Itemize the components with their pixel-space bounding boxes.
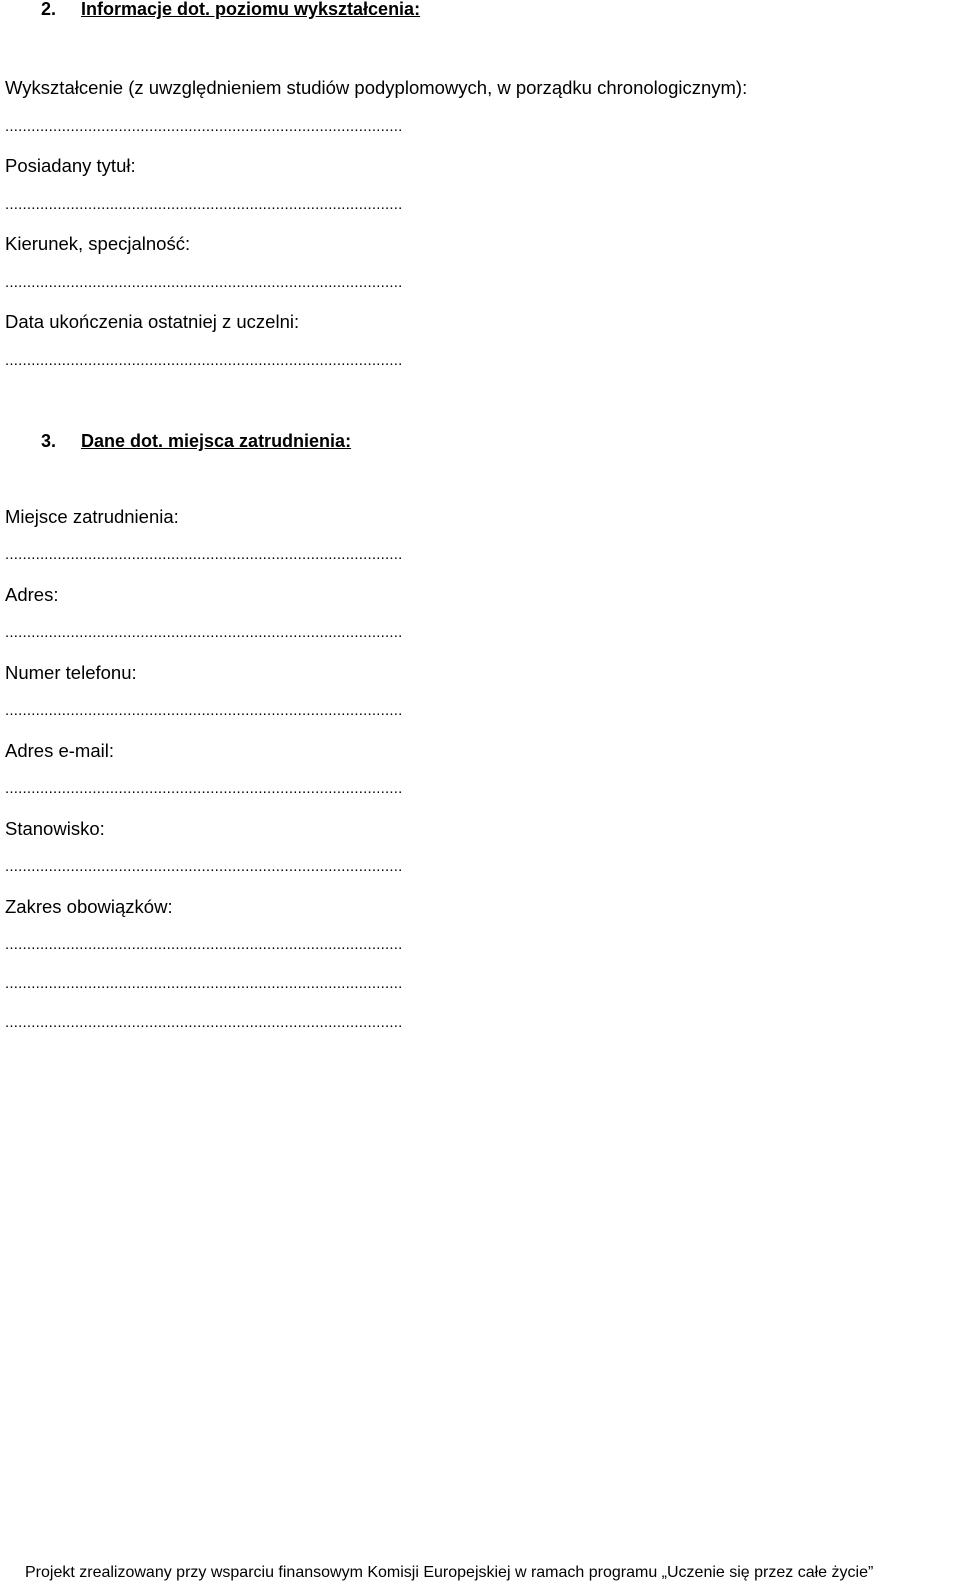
section-3-number: 3. (41, 431, 57, 451)
graduation-date-fill-line[interactable]: ........................................................................................... (5, 352, 403, 369)
phone-label: Numer telefonu: (5, 662, 137, 683)
duties-label: Zakres obowiązków: (5, 896, 173, 917)
education-fill-line[interactable]: ........................................................................................... (5, 118, 403, 135)
title-label: Posiadany tytuł: (5, 155, 136, 176)
workplace-fill-line[interactable]: ........................................................................................... (5, 546, 403, 563)
section-2-number: 2. (41, 0, 57, 19)
duties-fill-line-3[interactable]: ........................................................................................... (5, 1014, 403, 1031)
email-fill-line[interactable]: ........................................................................................... (5, 780, 403, 797)
education-label: Wykształcenie (z uwzględnieniem studiów podyplomowych, w porządku chronologicznym): (5, 77, 748, 98)
duties-fill-line-1[interactable]: ........................................................................................... (5, 936, 403, 953)
position-fill-line[interactable]: ........................................................................................... (5, 858, 403, 875)
footer-note: Projekt zrealizowany przy wsparciu finansowym Komisji Europejskiej w ramach programu „Uczenie się przez całe życie” (25, 1564, 874, 1581)
phone-fill-line[interactable]: ........................................................................................... (5, 702, 403, 719)
position-label: Stanowisko: (5, 818, 105, 839)
graduation-date-label: Data ukończenia ostatniej z uczelni: (5, 311, 300, 332)
email-label: Adres e-mail: (5, 740, 114, 761)
title-fill-line[interactable]: ........................................................................................... (5, 196, 403, 213)
duties-fill-line-2[interactable]: ........................................................................................... (5, 975, 403, 992)
address-fill-line[interactable]: ........................................................................................... (5, 624, 403, 641)
section-2-title: Informacje dot. poziomu wykształcenia: (81, 0, 421, 19)
address-label: Adres: (5, 584, 59, 605)
major-fill-line[interactable]: ........................................................................................... (5, 274, 403, 291)
section-3-title: Dane dot. miejsca zatrudnienia: (81, 431, 352, 451)
workplace-label: Miejsce zatrudnienia: (5, 506, 179, 527)
major-label: Kierunek, specjalność: (5, 233, 191, 254)
